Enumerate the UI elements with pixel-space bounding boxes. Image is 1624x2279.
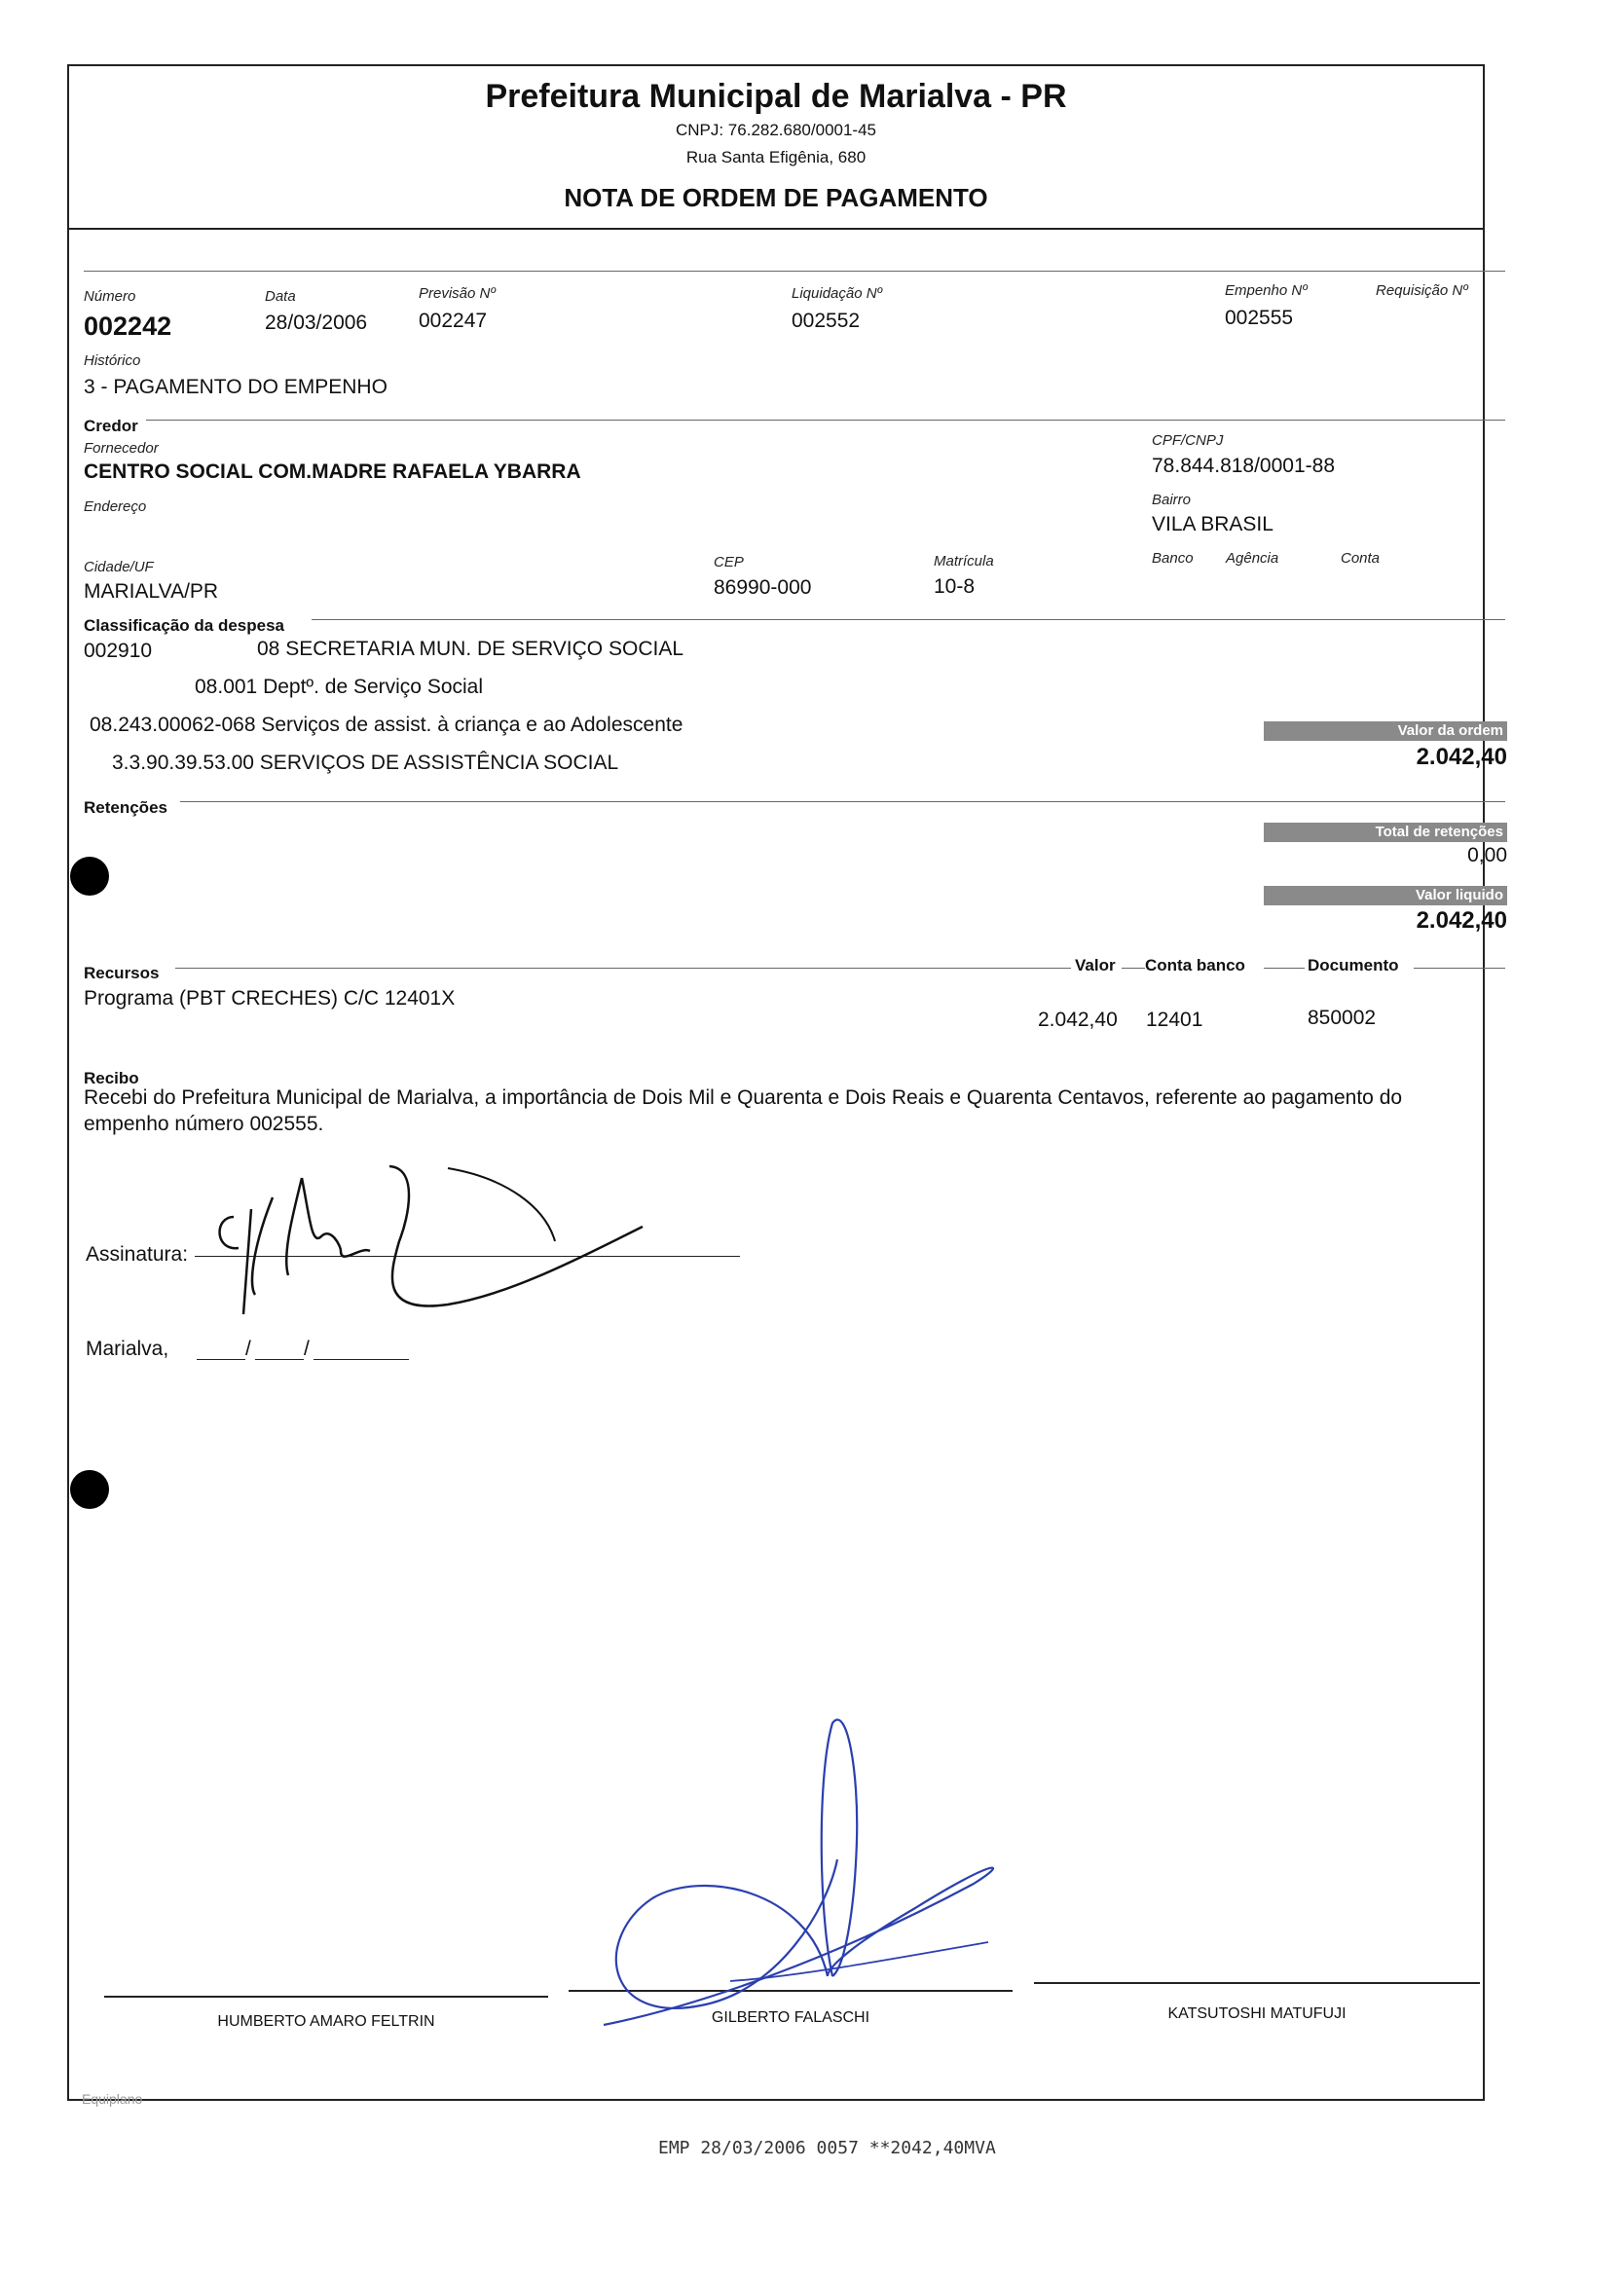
- retencoes-rule: [180, 801, 1505, 802]
- signatory-3: KATSUTOSHI MATUFUJI: [1167, 2005, 1347, 2022]
- matricula-label: Matrícula: [934, 553, 994, 570]
- recibo-signature: [195, 1158, 662, 1324]
- hole-punch-top: [70, 857, 109, 896]
- org-title: Prefeitura Municipal de Marialva - PR: [485, 78, 1067, 115]
- empenho-value: 002555: [1225, 307, 1294, 329]
- empenho-label: Empenho Nº: [1225, 282, 1308, 299]
- recursos-rule-2: [1122, 968, 1145, 969]
- date-line-month: [255, 1359, 304, 1360]
- cep-label: CEP: [714, 554, 744, 570]
- blue-signature: [584, 1713, 1032, 2035]
- local-label: Marialva,: [86, 1338, 169, 1360]
- classificacao-section: Classificação da despesa: [84, 616, 290, 636]
- mechanical-stamp: EMP 28/03/2006 0057 **2042,40MVA: [658, 2138, 996, 2158]
- numero-label: Número: [84, 288, 136, 305]
- historico-value: 3 - PAGAMENTO DO EMPENHO: [84, 376, 388, 398]
- endereco-label: Endereço: [84, 498, 147, 515]
- recursos-documento-label: Documento: [1308, 956, 1399, 974]
- top-rule: [84, 271, 1505, 272]
- requisicao-label: Requisição Nº: [1376, 282, 1468, 299]
- recursos-valor: 2.042,40: [1038, 1009, 1118, 1031]
- liquidacao-label: Liquidação Nº: [792, 285, 883, 302]
- signatory-1: HUMBERTO AMARO FELTRIN: [217, 2013, 435, 2030]
- total-retencoes-label: Total de retenções: [1264, 823, 1507, 842]
- recursos-rule-3: [1264, 968, 1305, 969]
- cidade-value: MARIALVA/PR: [84, 580, 219, 603]
- org-address: Rua Santa Efigênia, 680: [685, 148, 867, 166]
- class-line1: 08 SECRETARIA MUN. DE SERVIÇO SOCIAL: [257, 638, 684, 660]
- header-divider: [67, 228, 1485, 230]
- date-line-day: [197, 1359, 245, 1360]
- recursos-rule: [175, 968, 1071, 969]
- valor-ordem-value: 2.042,40: [1416, 744, 1507, 770]
- conta-label: Conta: [1341, 550, 1381, 567]
- data-value: 28/03/2006: [265, 312, 368, 334]
- signature-line-1: [104, 1996, 548, 1998]
- document-title: NOTA DE ORDEM DE PAGAMENTO: [564, 183, 988, 212]
- matricula-value: 10-8: [934, 575, 976, 598]
- total-retencoes-value: 0,00: [1467, 844, 1507, 866]
- recursos-rule-4: [1414, 968, 1505, 969]
- hole-punch-bottom: [70, 1470, 109, 1509]
- class-line4: 3.3.90.39.53.00 SERVIÇOS DE ASSISTÊNCIA SOCIAL: [112, 752, 619, 774]
- retencoes-section: Retenções: [84, 798, 173, 818]
- org-cnpj: CNPJ: 76.282.680/0001-45: [675, 121, 877, 139]
- previsao-label: Previsão Nº: [419, 285, 496, 302]
- recursos-section: Recursos: [84, 964, 165, 983]
- date-slash-1: /: [245, 1338, 251, 1360]
- software-brand: Equiplano: [82, 2091, 143, 2107]
- cidade-label: Cidade/UF: [84, 559, 154, 575]
- liquidacao-value: 002552: [792, 310, 861, 332]
- recursos-conta-label: Conta banco: [1145, 956, 1245, 974]
- date-slash-2: /: [304, 1338, 310, 1360]
- agencia-label: Agência: [1226, 550, 1279, 567]
- credor-section: Credor: [84, 417, 144, 436]
- recursos-programa: Programa (PBT CRECHES) C/C 12401X: [84, 987, 456, 1010]
- recursos-conta: 12401: [1146, 1009, 1203, 1031]
- numero-value: 002242: [84, 312, 172, 341]
- recursos-documento: 850002: [1308, 1007, 1377, 1029]
- valor-ordem-label: Valor da ordem: [1264, 721, 1507, 741]
- cpf-value: 78.844.818/0001-88: [1152, 455, 1336, 477]
- cpf-label: CPF/CNPJ: [1152, 432, 1224, 449]
- banco-label: Banco: [1152, 550, 1194, 567]
- fornecedor-value: CENTRO SOCIAL COM.MADRE RAFAELA YBARRA: [84, 460, 581, 483]
- bairro-label: Bairro: [1152, 492, 1192, 508]
- credor-rule: [146, 420, 1505, 421]
- signatory-2: GILBERTO FALASCHI: [711, 2009, 870, 2026]
- recibo-section: Recibo: [84, 1069, 139, 1087]
- classificacao-rule: [312, 619, 1505, 620]
- date-line-year: [314, 1359, 409, 1360]
- assinatura-label: Assinatura:: [86, 1243, 189, 1266]
- recursos-valor-label: Valor: [1075, 956, 1116, 974]
- valor-liquido-label: Valor liquido: [1264, 886, 1507, 905]
- class-code: 002910: [84, 640, 153, 662]
- bairro-value: VILA BRASIL: [1152, 513, 1273, 535]
- valor-liquido-value: 2.042,40: [1416, 907, 1507, 934]
- class-line3: 08.243.00062-068 Serviços de assist. à criança e ao Adolescente: [90, 714, 683, 736]
- class-line2: 08.001 Deptº. de Serviço Social: [195, 676, 484, 698]
- previsao-value: 002247: [419, 310, 488, 332]
- cep-value: 86990-000: [714, 576, 812, 599]
- data-label: Data: [265, 288, 296, 305]
- historico-label: Histórico: [84, 352, 141, 369]
- fornecedor-label: Fornecedor: [84, 440, 159, 457]
- recibo-text: Recebi do Prefeitura Municipal de Marialva, a importância de Dois Mil e Quarenta e Dois Reais e Quarenta Centavos, referente ao pagamento do empenho número 002555.: [84, 1086, 1403, 1135]
- signature-line-3: [1034, 1982, 1480, 1984]
